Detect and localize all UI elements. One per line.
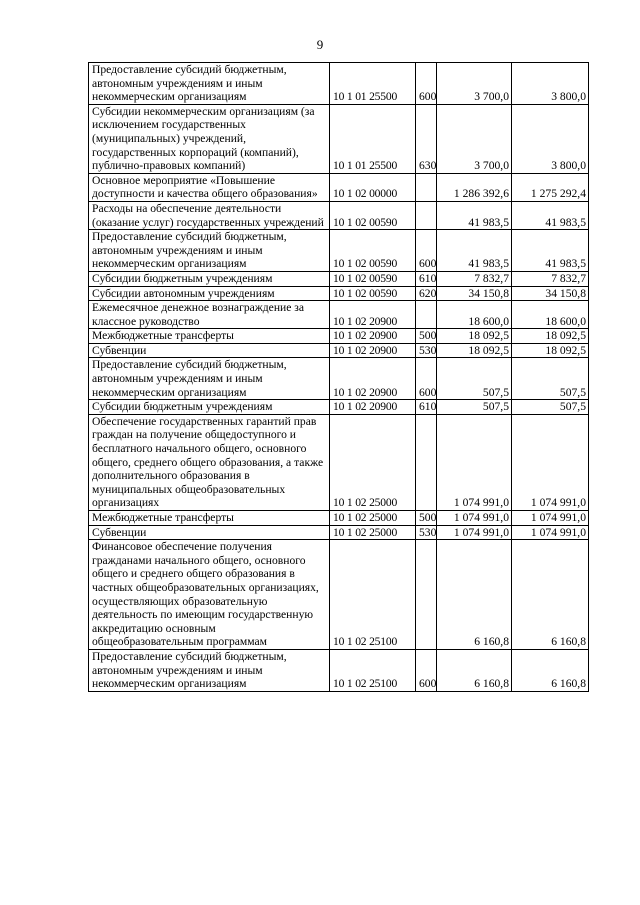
row-name: Основное мероприятие «Повышение доступности и качества общего образования» <box>89 173 330 201</box>
row-code: 10 1 02 25000 <box>330 511 416 526</box>
row-name: Субвенции <box>89 525 330 540</box>
table-row <box>89 286 589 301</box>
row-code: 10 1 02 00590 <box>330 230 416 272</box>
table-row <box>89 104 589 173</box>
row-expense-type <box>416 301 437 329</box>
row-amount-1: 3 700,0 <box>437 104 512 173</box>
row-amount-1: 34 150,8 <box>437 286 512 301</box>
row-amount-2: 6 160,8 <box>512 540 589 650</box>
row-code: 10 1 02 00000 <box>330 173 416 201</box>
row-amount-1: 18 600,0 <box>437 301 512 329</box>
table-row <box>89 400 589 415</box>
row-code: 10 1 02 25000 <box>330 525 416 540</box>
row-amount-2: 1 074 991,0 <box>512 525 589 540</box>
row-amount-2: 6 160,8 <box>512 649 589 691</box>
row-name: Субвенции <box>89 343 330 358</box>
row-expense-type: 610 <box>416 400 437 415</box>
row-amount-1: 1 286 392,6 <box>437 173 512 201</box>
row-code: 10 1 02 20900 <box>330 343 416 358</box>
row-name: Обеспечение государственных гарантий прав граждан на получение общедоступного и бесплатного начального общего, основного общего, среднего общего образования, а также дополнительного образования в муниципальных общеобразовательных организациях <box>89 414 330 510</box>
row-amount-2: 507,5 <box>512 358 589 400</box>
row-expense-type <box>416 540 437 650</box>
table-row <box>89 173 589 201</box>
row-code: 10 1 02 25100 <box>330 540 416 650</box>
row-code: 10 1 02 25000 <box>330 414 416 510</box>
row-amount-1: 7 832,7 <box>437 271 512 286</box>
table-row <box>89 63 589 105</box>
row-code: 10 1 02 25100 <box>330 649 416 691</box>
row-expense-type: 630 <box>416 104 437 173</box>
page-number: 9 <box>316 37 324 52</box>
row-amount-1: 3 700,0 <box>437 63 512 105</box>
row-expense-type: 600 <box>416 358 437 400</box>
table-row <box>89 201 589 229</box>
row-amount-2: 1 275 292,4 <box>512 173 589 201</box>
row-expense-type: 600 <box>416 649 437 691</box>
row-name: Предоставление субсидий бюджетным, автономным учреждениям и иным некоммерческим организациям <box>89 649 330 691</box>
row-amount-2: 41 983,5 <box>512 230 589 272</box>
row-name: Субсидии бюджетным учреждениям <box>89 400 330 415</box>
row-name: Финансовое обеспечение получения гражданами начального общего, основного общего и среднего общего образования в частных общеобразовательных организациях, осуществляющих образовательную деятельность по имеющим государственную аккредитацию основным общеобразовательным программам <box>89 540 330 650</box>
row-code: 10 1 02 20900 <box>330 358 416 400</box>
row-name: Предоставление субсидий бюджетным, автономным учреждениям и иным некоммерческим организациям <box>89 230 330 272</box>
row-amount-2: 41 983,5 <box>512 201 589 229</box>
row-amount-1: 18 092,5 <box>437 343 512 358</box>
row-amount-1: 1 074 991,0 <box>437 414 512 510</box>
row-name: Субсидии автономным учреждениям <box>89 286 330 301</box>
row-amount-2: 18 092,5 <box>512 329 589 344</box>
row-expense-type: 620 <box>416 286 437 301</box>
row-expense-type: 500 <box>416 511 437 526</box>
table-row <box>89 230 589 272</box>
row-name: Расходы на обеспечение деятельности (оказание услуг) государственных учреждений <box>89 201 330 229</box>
row-expense-type: 530 <box>416 343 437 358</box>
row-amount-1: 6 160,8 <box>437 649 512 691</box>
row-expense-type: 610 <box>416 271 437 286</box>
budget-table <box>88 62 589 692</box>
row-amount-1: 41 983,5 <box>437 230 512 272</box>
row-amount-1: 6 160,8 <box>437 540 512 650</box>
row-name: Ежемесячное денежное вознаграждение за классное руководство <box>89 301 330 329</box>
row-code: 10 1 02 20900 <box>330 400 416 415</box>
row-amount-1: 41 983,5 <box>437 201 512 229</box>
row-name: Межбюджетные трансферты <box>89 511 330 526</box>
row-code: 10 1 02 00590 <box>330 271 416 286</box>
row-expense-type: 600 <box>416 230 437 272</box>
row-amount-2: 1 074 991,0 <box>512 414 589 510</box>
row-amount-2: 507,5 <box>512 400 589 415</box>
row-name: Предоставление субсидий бюджетным, автономным учреждениям и иным некоммерческим организациям <box>89 358 330 400</box>
row-amount-1: 1 074 991,0 <box>437 525 512 540</box>
row-name: Субсидии некоммерческим организациям (за исключением государственных (муниципальных) учреждений, государственных корпораций (компаний), публично-правовых компаний) <box>89 104 330 173</box>
table-row <box>89 649 589 691</box>
table-row <box>89 525 589 540</box>
row-code: 10 1 02 00590 <box>330 201 416 229</box>
table-row <box>89 329 589 344</box>
row-amount-1: 18 092,5 <box>437 329 512 344</box>
row-code: 10 1 02 00590 <box>330 286 416 301</box>
row-expense-type <box>416 414 437 510</box>
row-code: 10 1 02 20900 <box>330 329 416 344</box>
row-expense-type <box>416 201 437 229</box>
row-amount-2: 34 150,8 <box>512 286 589 301</box>
row-code: 10 1 01 25500 <box>330 63 416 105</box>
row-amount-1: 507,5 <box>437 400 512 415</box>
row-amount-2: 7 832,7 <box>512 271 589 286</box>
table-row <box>89 343 589 358</box>
row-amount-2: 18 092,5 <box>512 343 589 358</box>
row-amount-2: 18 600,0 <box>512 301 589 329</box>
budget-table-body <box>89 63 589 692</box>
row-amount-1: 507,5 <box>437 358 512 400</box>
table-row <box>89 414 589 510</box>
row-expense-type: 530 <box>416 525 437 540</box>
row-amount-1: 1 074 991,0 <box>437 511 512 526</box>
row-amount-2: 3 800,0 <box>512 63 589 105</box>
table-row <box>89 271 589 286</box>
row-name: Предоставление субсидий бюджетным, автономным учреждениям и иным некоммерческим организациям <box>89 63 330 105</box>
row-expense-type: 500 <box>416 329 437 344</box>
row-expense-type: 600 <box>416 63 437 105</box>
row-code: 10 1 01 25500 <box>330 104 416 173</box>
table-row <box>89 511 589 526</box>
table-row <box>89 540 589 650</box>
row-expense-type <box>416 173 437 201</box>
table-row <box>89 301 589 329</box>
table-row <box>89 358 589 400</box>
row-name: Межбюджетные трансферты <box>89 329 330 344</box>
row-name: Субсидии бюджетным учреждениям <box>89 271 330 286</box>
row-amount-2: 3 800,0 <box>512 104 589 173</box>
row-code: 10 1 02 20900 <box>330 301 416 329</box>
row-amount-2: 1 074 991,0 <box>512 511 589 526</box>
